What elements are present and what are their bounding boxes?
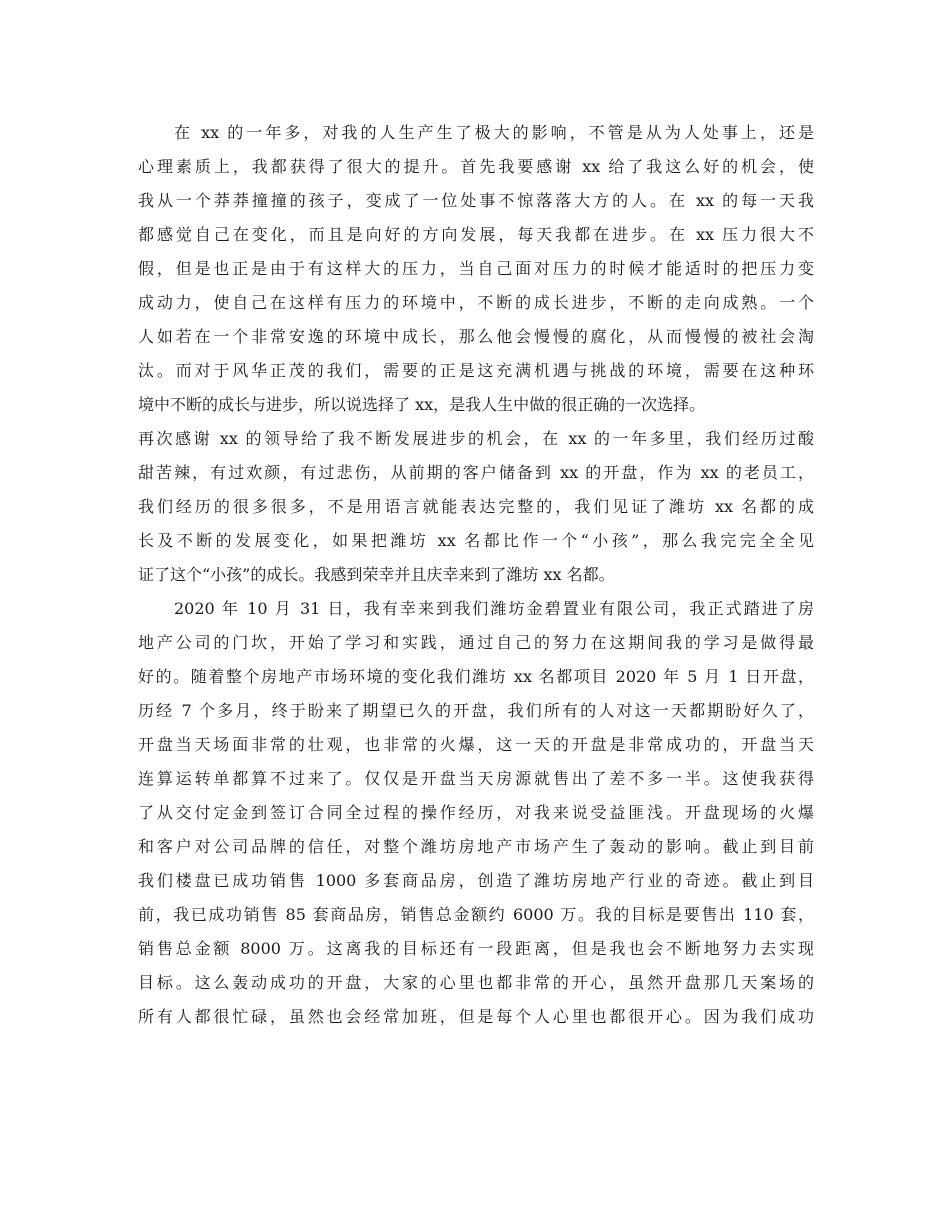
paragraph-3-line-12: 目标。这么轰动成功的开盘，大家的心里也都非常的开心，虽然开盘那几天案场的 [138, 973, 814, 992]
paragraph-1-line-2: 心理素质上，我都获得了很大的提升。首先我要感谢 xx 给了我这么好的机会，使 [138, 157, 814, 176]
paragraph-1-line-3: 我从一个莽莽撞撞的孩子，变成了一位处事不惊落落大方的人。在 xx 的每一天我 [138, 191, 814, 210]
paragraph-3-line-3: 好的。随着整个房地产市场环境的变化我们潍坊 xx 名都项目 2020 年 5 月 1 日开盘， [138, 667, 814, 686]
paragraph-3-line-7: 了从交付定金到签订合同全过程的操作经历，对我来说受益匪浅。开盘现场的火爆 [138, 803, 814, 822]
paragraph-1-line-8: 汰。而对于风华正茂的我们，需要的正是这充满机遇与挑战的环境，需要在这种环 [138, 361, 814, 380]
paragraph-3-line-9: 我们楼盘已成功销售 1000 多套商品房，创造了潍坊房地产行业的奇迹。截止到目 [138, 871, 814, 890]
paragraph-3-line-2: 地产公司的门坎，开始了学习和实践，通过自己的努力在这期间我的学习是做得最 [138, 633, 814, 652]
paragraph-1-line-4: 都感觉自己在变化，而且是向好的方向发展，每天我都在进步。在 xx 压力很大不 [138, 225, 814, 244]
paragraph-2-line-5: 证了这个“小孩”的成长。我感到荣幸并且庆幸来到了潍坊 xx 名都。 [138, 565, 615, 584]
paragraph-2-line-2: 甜苦辣，有过欢颜，有过悲伤，从前期的客户储备到 xx 的开盘，作为 xx 的老员工， [138, 463, 814, 482]
paragraph-3-line-4: 历经 7 个多月，终于盼来了期望已久的开盘，我们所有的人对这一天都期盼好久了， [138, 701, 814, 720]
paragraph-3-line-1: 2020 年 10 月 31 日，我有幸来到我们潍坊金碧置业有限公司，我正式踏进了房 [174, 599, 814, 618]
paragraph-3-line-5: 开盘当天场面非常的壮观，也非常的火爆，这一天的开盘是非常成功的，开盘当天 [138, 735, 814, 754]
paragraph-3-line-10: 前，我已成功销售 85 套商品房，销售总金额约 6000 万。我的目标是要售出 110 套， [138, 905, 814, 924]
paragraph-1-line-1: 在 xx 的一年多，对我的人生产生了极大的影响，不管是从为人处事上，还是 [174, 123, 814, 142]
paragraph-3-line-8: 和客户对公司品牌的信任，对整个潍坊房地产市场产生了轰动的影响。截止到目前 [138, 837, 814, 856]
paragraph-3-line-6: 连算运转单都算不过来了。仅仅是开盘当天房源就售出了差不多一半。这使我获得 [138, 769, 814, 788]
document-body [138, 116, 814, 1034]
paragraph-1-line-5: 假，但是也正是由于有这样大的压力，当自己面对压力的时候才能适时的把压力变 [138, 259, 814, 278]
paragraph-2-line-1: 再次感谢 xx 的领导给了我不断发展进步的机会，在 xx 的一年多里，我们经历过酸 [138, 429, 814, 448]
paragraph-2-line-3: 我们经历的很多很多，不是用语言就能表达完整的，我们见证了潍坊 xx 名都的成 [138, 497, 814, 516]
paragraph-1-line-7: 人如若在一个非常安逸的环境中成长，那么他会慢慢的腐化，从而慢慢的被社会淘 [138, 327, 814, 346]
paragraph-1-line-6: 成动力，使自己在这样有压力的环境中，不断的成长进步，不断的走向成熟。一个 [138, 293, 814, 312]
paragraph-3-line-13: 所有人都很忙碌，虽然也会经常加班，但是每个人心里也都很开心。因为我们成功 [138, 1007, 814, 1026]
paragraph-2-line-4: 长及不断的发展变化，如果把潍坊 xx 名都比作一个“小孩”，那么我完完全全见 [138, 531, 814, 550]
paragraph-1-line-9: 境中不断的成长与进步，所以说选择了 xx，是我人生中做的很正确的一次选择。 [138, 395, 706, 414]
paragraph-3-line-11: 销售总金额 8000 万。这离我的目标还有一段距离，但是我也会不断地努力去实现 [138, 939, 814, 958]
